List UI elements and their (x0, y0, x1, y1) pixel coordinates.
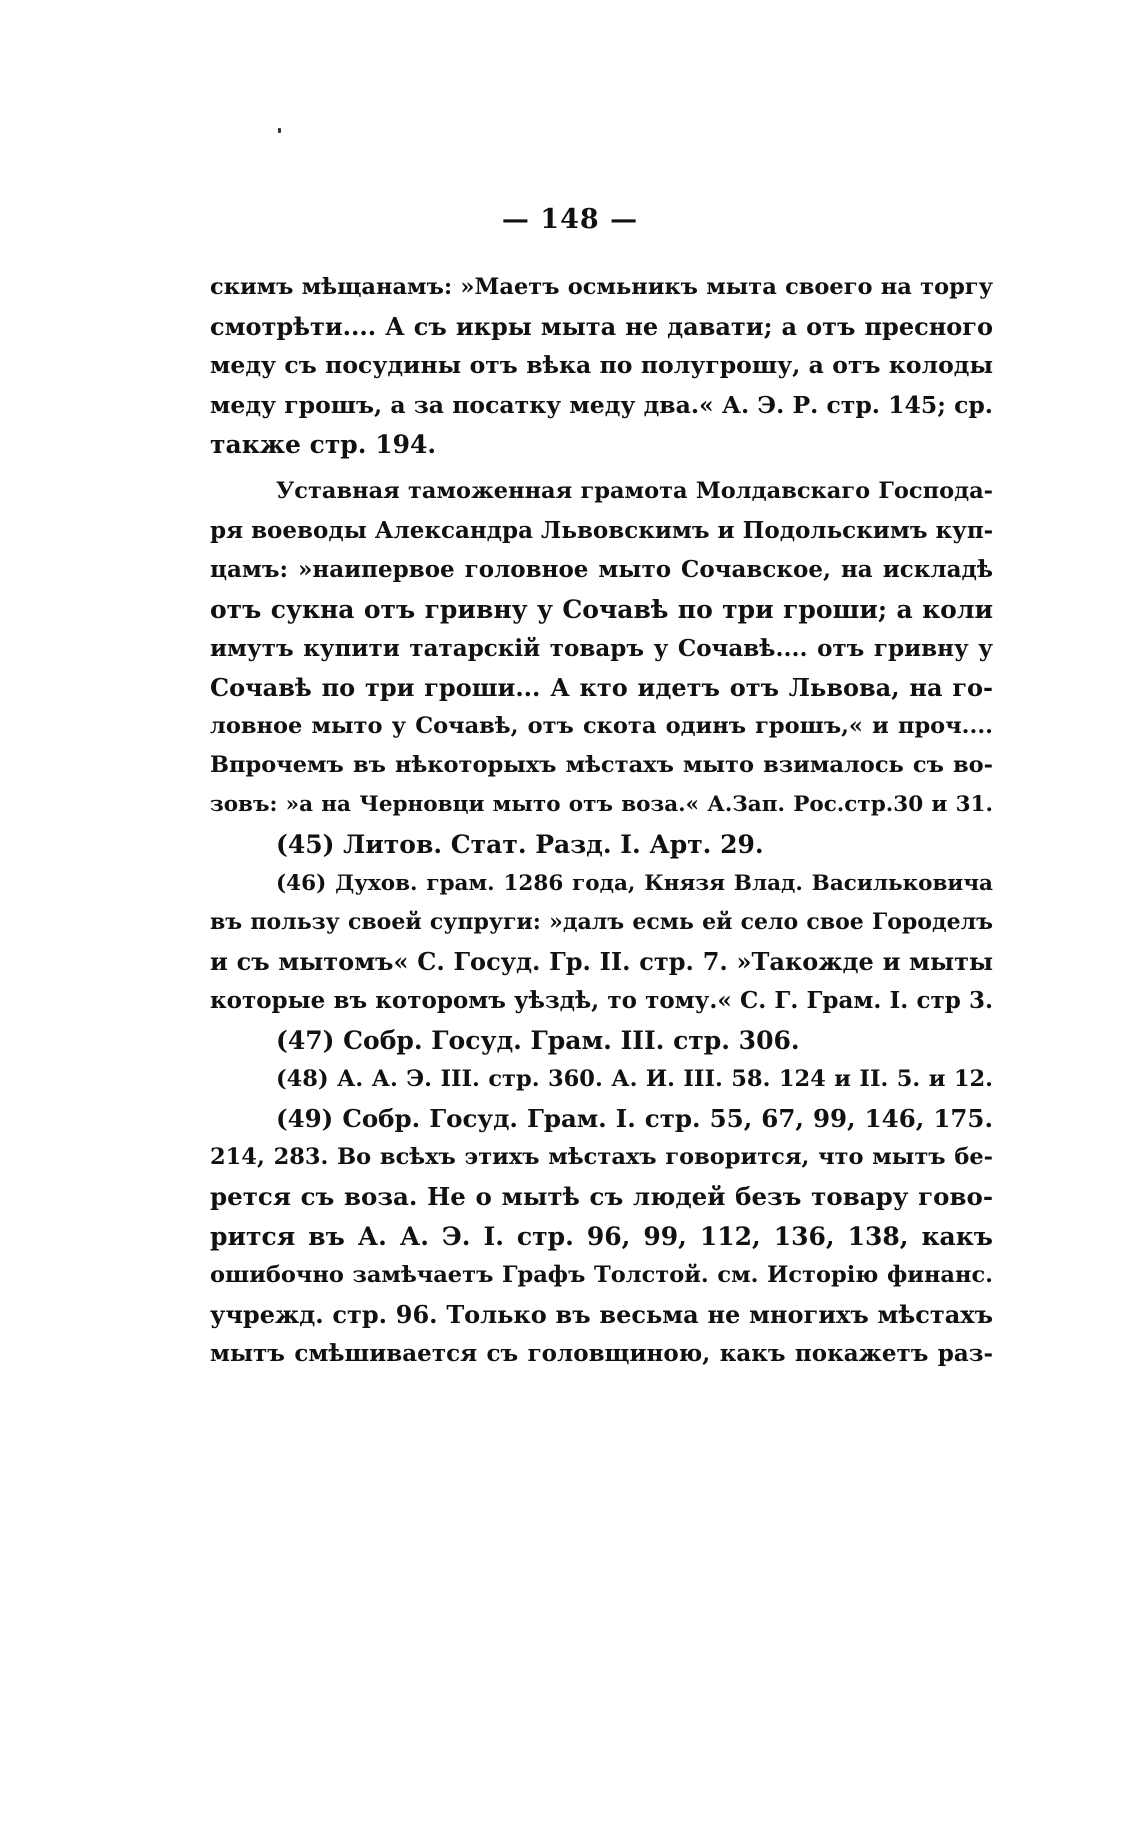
paragraph-ustavnaya-gramota (210, 472, 993, 825)
text-line: (45) Литов. Стат. Разд. I. Арт. 29. (276, 829, 764, 859)
text-line: учрежд. стр. 96. Только въ весьма не многихъ мѣстахъ (210, 1299, 993, 1329)
text-block (210, 268, 993, 1373)
text-line: зовъ: »а на Черновци мыто отъ воза.« А.Зап. Рос.стр.30 и 31. (210, 792, 993, 818)
footnote-45 (210, 825, 993, 864)
text-line: (48) А. А. Э. III. стр. 360. А. И. III. 58. 124 и II. 5. и 12. (276, 1065, 993, 1092)
footnote-49 (210, 1099, 993, 1373)
text-line: Уставная таможенная грамота Молдавскаго Господа- (276, 477, 993, 504)
text-line: (49) Собр. Госуд. Грам. I. стр. 55, 67, 99, 146, 175. (276, 1103, 993, 1133)
text-line: меду грошъ, а за посатку меду два.« А. Э. Р. стр. 145; ср. (210, 390, 993, 419)
text-line: рится въ А. А. Э. I. стр. 96, 99, 112, 136, 138, какъ (210, 1221, 993, 1251)
page-number: — 148 — (501, 204, 639, 235)
text-line: ошибочно замѣчаетъ Графъ Толстой. см. Исторію финанс. (210, 1261, 993, 1288)
footnote-47 (210, 1021, 993, 1060)
text-line: (46) Духов. грам. 1286 года, Князя Влад. Васильковича (276, 870, 993, 896)
text-line: (47) Собр. Госуд. Грам. III. стр. 306. (276, 1025, 800, 1055)
text-line: ловное мыто у Сочавѣ, отъ скота одинъ грошъ,« и проч.... (210, 713, 993, 740)
text-line: въ пользу своей супруги: »далъ есмь ей село свое Городелъ (210, 909, 993, 935)
text-line: цамъ: »наипервое головное мыто Сочавское, на искладѣ (210, 556, 993, 584)
text-line: которые въ которомъ уѣздѣ, то тому.« С. Г. Грам. I. стр 3. (210, 987, 993, 1015)
footnote-46 (210, 864, 993, 1021)
text-line: меду съ посудины отъ вѣка по полугрошу, а отъ колоды (210, 351, 993, 380)
print-speck (278, 128, 281, 133)
text-line: рется съ воза. Не о мытѣ съ людей безъ товару гово- (210, 1182, 993, 1212)
text-line: отъ сукна отъ гривну у Сочавѣ по три гроши; а коли (210, 594, 993, 624)
text-line: и съ мытомъ« С. Госуд. Гр. II. стр. 7. »Такожде и мыты (210, 947, 993, 977)
text-line: мытъ смѣшивается съ головщиною, какъ покажетъ раз- (210, 1340, 993, 1368)
text-line: ря воеводы Александра Львовскимъ и Подольскимъ куп- (210, 517, 993, 545)
footnote-48 (210, 1060, 993, 1099)
text-line: смотрѣти.... А съ икры мыта не давати; а отъ пресного (210, 312, 993, 342)
text-line: имутъ купити татарскій товаръ у Сочавѣ.... отъ гривну у (210, 634, 993, 662)
text-line: 214, 283. Во всѣхъ этихъ мѣстахъ говорится, что мытъ бе- (210, 1144, 993, 1171)
text-line: скимъ мѣщанамъ: »Маетъ осмьникъ мыта своего на торгу (210, 274, 993, 300)
paragraph-continuation (210, 268, 993, 464)
text-line: Сочавѣ по три гроши... А кто идетъ отъ Львова, на го- (210, 672, 993, 702)
text-line: также стр. 194. (210, 429, 437, 459)
text-line: Впрочемъ въ нѣкоторыхъ мѣстахъ мыто взималось съ во- (210, 752, 993, 779)
